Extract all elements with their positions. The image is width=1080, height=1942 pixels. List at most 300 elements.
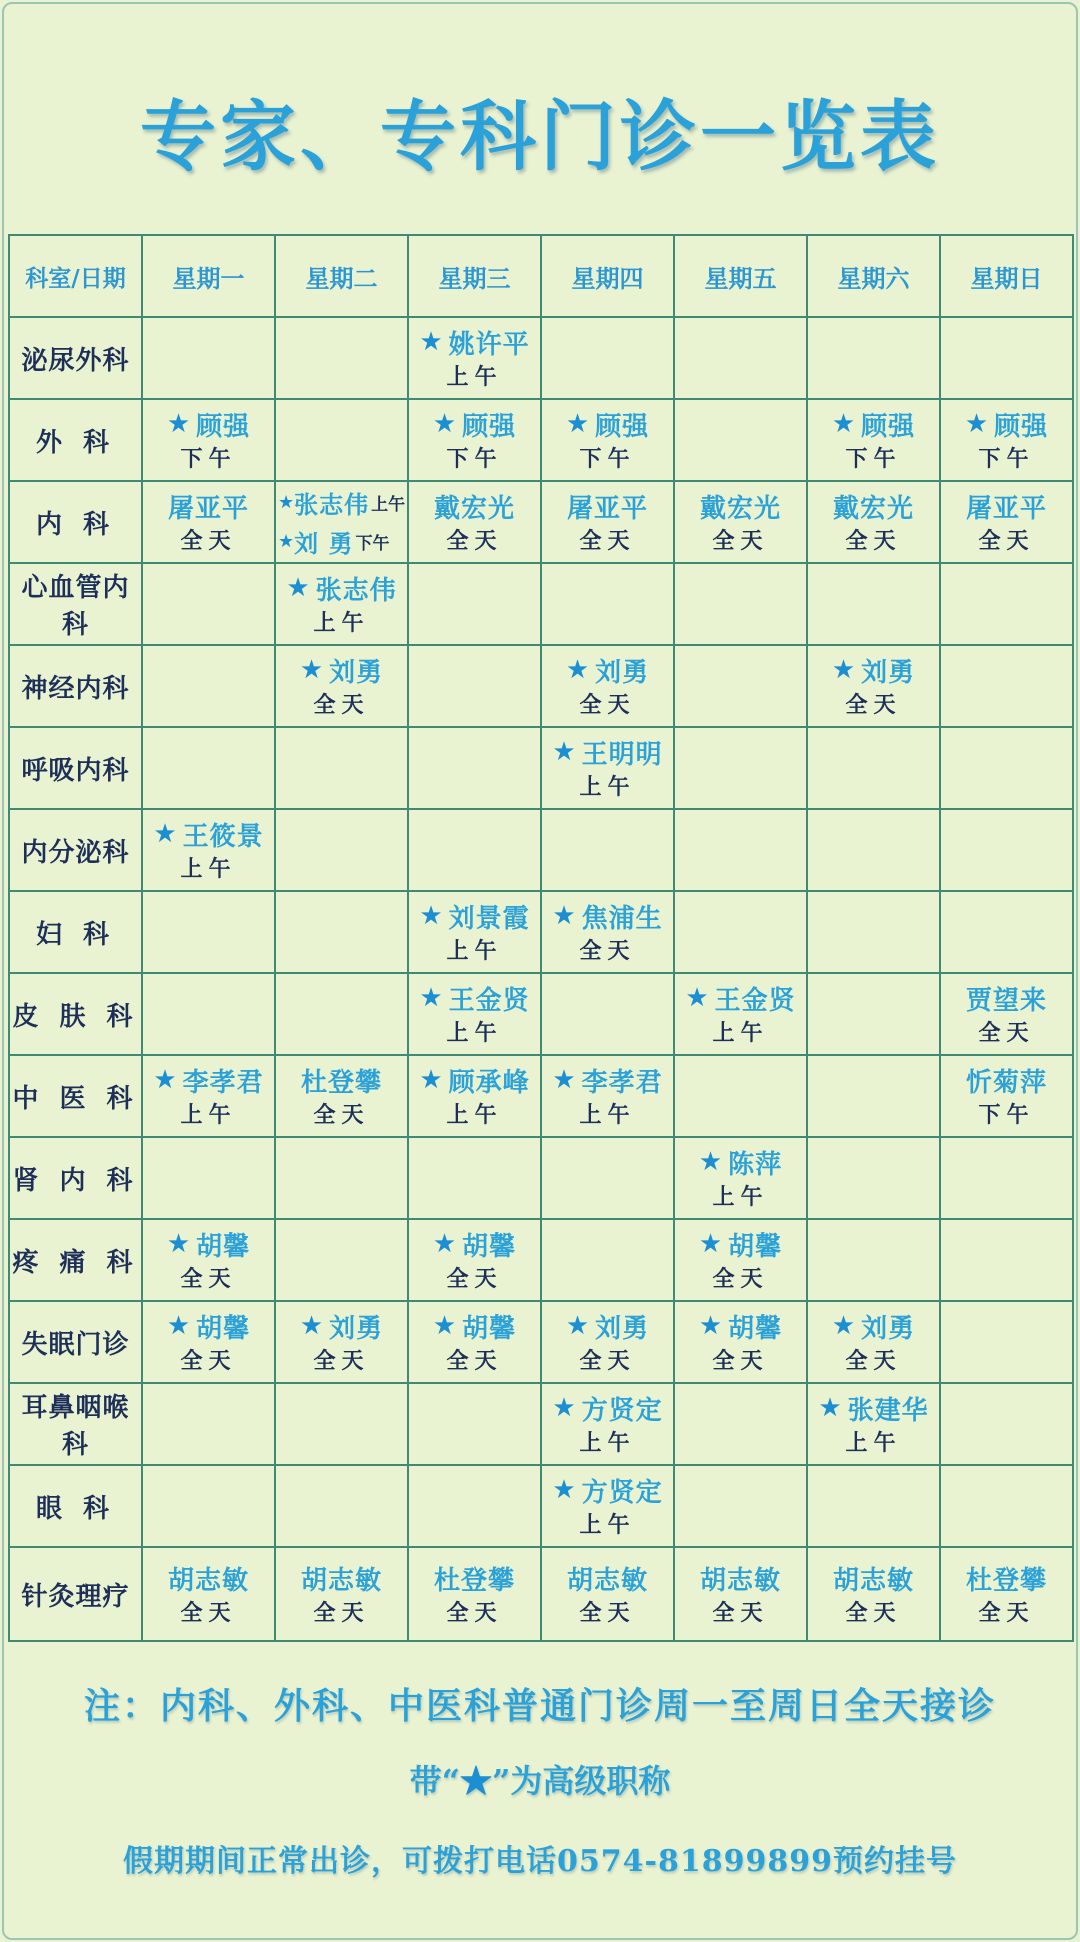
doctor-entry (278, 485, 405, 520)
star-icon: ★ (299, 1311, 324, 1341)
table-row (9, 1465, 1073, 1547)
doctor-name: 戴宏光 (433, 493, 515, 524)
doctor-name: 李孝君 (581, 1067, 663, 1098)
schedule-cell (142, 973, 275, 1055)
star-icon: ★ (831, 409, 856, 439)
schedule-cell (541, 1219, 674, 1301)
star-icon: ★ (299, 655, 324, 685)
schedule-cell (807, 1547, 940, 1641)
schedule-cell (541, 809, 674, 891)
session-time: 下午 (845, 446, 902, 472)
doctor-name: 胡志敏 (699, 1565, 781, 1596)
doctor-entry (143, 488, 274, 556)
doctor-entry (542, 1472, 673, 1540)
schedule-cell (408, 563, 541, 645)
schedule-cell (142, 399, 275, 481)
schedule-cell (807, 973, 940, 1055)
schedule-cell (408, 481, 541, 563)
schedule-cell (674, 891, 807, 973)
doctor-name: 胡志敏 (300, 1565, 382, 1596)
note-star-legend (0, 1756, 1080, 1802)
doctor-entry (808, 652, 939, 720)
schedule-cell (142, 1301, 275, 1383)
doctor-name: 贾望来 (965, 985, 1047, 1016)
table-row (9, 809, 1073, 891)
doctor-entry (542, 1062, 673, 1130)
schedule-cell (541, 1055, 674, 1137)
session-time: 全天 (579, 528, 636, 554)
star-icon: ★ (552, 1065, 576, 1095)
star-icon: ★ (419, 1065, 443, 1095)
star-icon: ★ (459, 1762, 492, 1800)
session-time: 全天 (446, 1266, 503, 1292)
schedule-cell (275, 317, 408, 399)
doctor-entry (409, 406, 540, 474)
doctor-name: 胡志敏 (167, 1565, 249, 1596)
table-row (9, 1055, 1073, 1137)
schedule-cell (940, 973, 1073, 1055)
schedule-cell (142, 1465, 275, 1547)
schedule-cell (142, 645, 275, 727)
doctor-name: 刘勇 (329, 1313, 384, 1344)
schedule-cell (275, 727, 408, 809)
schedule-cell (541, 481, 674, 563)
doctor-name: 杜登攀 (300, 1067, 382, 1098)
star-icon: ★ (432, 409, 457, 439)
doctor-name: 刘勇 (861, 657, 916, 688)
doctor-name: 屠亚平 (167, 493, 249, 524)
doctor-entry (675, 1308, 806, 1376)
department-label: 内 科 (9, 481, 142, 563)
table-row (9, 317, 1073, 399)
session-time: 上午 (579, 774, 636, 800)
session-time: 全天 (712, 1600, 769, 1626)
star-icon: ★ (432, 1229, 457, 1259)
doctor-entry (941, 406, 1072, 474)
schedule-cell (541, 727, 674, 809)
table-row (9, 1383, 1073, 1465)
schedule-cell (674, 481, 807, 563)
schedule-cell (142, 1137, 275, 1219)
doctor-entry (675, 980, 806, 1048)
session-time: 下午 (446, 446, 503, 472)
star-icon: ★ (419, 327, 443, 357)
doctor-entry (542, 1308, 673, 1376)
department-label: 中 医 科 (9, 1055, 142, 1137)
session-time: 全天 (313, 1102, 370, 1128)
star-icon: ★ (552, 1475, 576, 1505)
session-time: 上午 (579, 1512, 636, 1538)
table-row (9, 1301, 1073, 1383)
doctor-name: 姚许平 (448, 329, 530, 360)
session-time: 全天 (313, 692, 370, 718)
doctor-entry (409, 898, 540, 966)
doctor-name: 戴宏光 (832, 493, 914, 524)
doctor-name: 张志伟 (294, 490, 370, 519)
schedule-cell (541, 973, 674, 1055)
session-time: 上午 (180, 1102, 237, 1128)
doctor-name: 顾强 (595, 411, 650, 442)
doctor-name: 刘勇 (595, 657, 650, 688)
schedule-cell (940, 399, 1073, 481)
doctor-name: 李孝君 (182, 1067, 264, 1098)
schedule-cell (940, 891, 1073, 973)
schedule-cell (674, 1547, 807, 1641)
star-icon: ★ (153, 1065, 177, 1095)
schedule-cell (541, 317, 674, 399)
doctor-entry (675, 1144, 806, 1212)
schedule-cell (940, 1465, 1073, 1547)
day-header: 星期二 (275, 235, 408, 317)
doctor-entry (941, 1560, 1072, 1628)
doctor-entry (675, 1560, 806, 1628)
doctor-name: 胡志敏 (832, 1565, 914, 1596)
schedule-cell (674, 1137, 807, 1219)
department-label: 肾 内 科 (9, 1137, 142, 1219)
schedule-cell (674, 1055, 807, 1137)
schedule-cell (142, 1219, 275, 1301)
session-time: 全天 (313, 1348, 370, 1374)
session-time: 全天 (579, 938, 636, 964)
schedule-cell (142, 1547, 275, 1641)
star-icon: ★ (831, 655, 856, 685)
doctor-name: 屠亚平 (965, 493, 1047, 524)
schedule-cell (541, 1137, 674, 1219)
doctor-name: 顾强 (462, 411, 517, 442)
doctor-entry (276, 652, 407, 720)
doctor-entry (143, 406, 274, 474)
doctor-name: 胡馨 (728, 1313, 783, 1344)
schedule-cell (807, 399, 940, 481)
session-time: 全天 (446, 1600, 503, 1626)
doctor-name: 刘勇 (329, 657, 384, 688)
doctor-name: 胡馨 (728, 1231, 783, 1262)
doctor-name: 张志伟 (315, 575, 397, 606)
doctor-name: 屠亚平 (566, 493, 648, 524)
schedule-cell (408, 1301, 541, 1383)
doctor-entry (409, 1560, 540, 1628)
schedule-cell (940, 1055, 1073, 1137)
schedule-cell (674, 399, 807, 481)
star-icon: ★ (698, 1147, 723, 1177)
schedule-cell (807, 891, 940, 973)
doctor-entry (808, 488, 939, 556)
schedule-cell (541, 399, 674, 481)
doctor-entry (409, 488, 540, 556)
star-icon: ★ (698, 1311, 723, 1341)
multi-doctor-list (276, 485, 407, 559)
schedule-cell (541, 645, 674, 727)
schedule-cell (541, 563, 674, 645)
session-time: 下午 (978, 1102, 1035, 1128)
doctor-entry (808, 406, 939, 474)
schedule-cell (940, 1383, 1073, 1465)
schedule-cell (275, 891, 408, 973)
session-time: 上午 (446, 1020, 503, 1046)
doctor-entry (542, 652, 673, 720)
department-label: 神经内科 (9, 645, 142, 727)
doctor-entry (409, 1062, 540, 1130)
star-icon: ★ (552, 737, 576, 767)
doctor-entry (808, 1390, 939, 1458)
schedule-cell (408, 809, 541, 891)
schedule-cell (408, 973, 541, 1055)
session-time: 全天 (313, 1600, 370, 1626)
star-icon: ★ (698, 1229, 723, 1259)
doctor-entry (278, 524, 390, 559)
schedule-cell (541, 891, 674, 973)
star-icon: ★ (278, 491, 295, 513)
department-label: 泌尿外科 (9, 317, 142, 399)
session-time: 下午 (579, 446, 636, 472)
session-time: 下午 (355, 534, 390, 554)
doctor-entry (941, 1062, 1072, 1130)
star-icon: ★ (565, 1311, 590, 1341)
schedule-cell (940, 1301, 1073, 1383)
session-time: 全天 (712, 1348, 769, 1374)
note-star-suffix: ”为高级职称 (492, 1762, 671, 1800)
session-time: 全天 (579, 692, 636, 718)
session-time: 上午 (371, 495, 406, 515)
schedule-cell (674, 1465, 807, 1547)
page-title: 专家、专科门诊一览表 (140, 92, 940, 181)
star-icon: ★ (166, 409, 191, 439)
schedule-cell (408, 645, 541, 727)
star-icon: ★ (153, 819, 177, 849)
doctor-entry (143, 1226, 274, 1294)
star-icon: ★ (964, 409, 989, 439)
day-header: 星期一 (142, 235, 275, 317)
doctor-entry (276, 1560, 407, 1628)
star-icon: ★ (552, 1393, 576, 1423)
schedule-cell (541, 1465, 674, 1547)
table-row (9, 481, 1073, 563)
department-label: 眼 科 (9, 1465, 142, 1547)
session-time: 上午 (712, 1020, 769, 1046)
session-time: 全天 (978, 528, 1035, 554)
session-time: 上午 (180, 856, 237, 882)
doctor-entry (542, 1560, 673, 1628)
star-icon: ★ (831, 1311, 856, 1341)
department-label: 皮 肤 科 (9, 973, 142, 1055)
table-row (9, 891, 1073, 973)
session-time: 上午 (579, 1102, 636, 1128)
session-time: 全天 (180, 1266, 237, 1292)
schedule-table (8, 234, 1074, 1642)
department-label: 心血管内科 (9, 563, 142, 645)
doctor-entry (143, 816, 274, 884)
schedule-cell (275, 1219, 408, 1301)
doctor-entry (675, 488, 806, 556)
doctor-name: 王明明 (581, 739, 663, 770)
schedule-cell (275, 973, 408, 1055)
doctor-name: 杜登攀 (433, 1565, 515, 1596)
table-row (9, 645, 1073, 727)
doctor-name: 张建华 (847, 1395, 929, 1426)
schedule-cell (408, 1055, 541, 1137)
schedule-cell (142, 1055, 275, 1137)
note-holiday-phone: 假期期间正常出诊，可拨打电话0574-81899899预约挂号 (123, 1844, 957, 1879)
session-time: 上午 (845, 1430, 902, 1456)
header-row (9, 235, 1073, 317)
schedule-cell (408, 1383, 541, 1465)
star-icon: ★ (552, 901, 576, 931)
star-icon: ★ (685, 983, 709, 1013)
department-label: 失眠门诊 (9, 1301, 142, 1383)
schedule-cell (275, 1465, 408, 1547)
schedule-cell (142, 563, 275, 645)
doctor-name: 戴宏光 (699, 493, 781, 524)
session-time: 全天 (180, 1348, 237, 1374)
department-label: 内分泌科 (9, 809, 142, 891)
schedule-cell (275, 1055, 408, 1137)
doctor-entry (276, 570, 407, 638)
table-row (9, 973, 1073, 1055)
schedule-cell (142, 481, 275, 563)
session-time: 上午 (313, 610, 370, 636)
schedule-cell (807, 1219, 940, 1301)
department-label: 针灸理疗 (9, 1547, 142, 1641)
doctor-name: 顾强 (196, 411, 251, 442)
table-row (9, 1219, 1073, 1301)
doctor-entry (808, 1308, 939, 1376)
doctor-name: 胡馨 (462, 1231, 517, 1262)
schedule-cell (807, 645, 940, 727)
session-time: 全天 (180, 528, 237, 554)
session-time: 全天 (978, 1020, 1035, 1046)
doctor-entry (143, 1308, 274, 1376)
doctor-name: 刘景霞 (448, 903, 530, 934)
schedule-cell (142, 727, 275, 809)
star-icon: ★ (565, 655, 590, 685)
department-label: 疼 痛 科 (9, 1219, 142, 1301)
department-label: 妇 科 (9, 891, 142, 973)
table-row (9, 563, 1073, 645)
session-time: 全天 (446, 1348, 503, 1374)
note-general-clinic: 注：内科、外科、中医科普通门诊周一至周日全天接诊 (83, 1685, 996, 1727)
schedule-cell (275, 1301, 408, 1383)
day-header: 星期六 (807, 235, 940, 317)
star-icon: ★ (286, 573, 310, 603)
schedule-cell (674, 1301, 807, 1383)
schedule-cell (408, 1547, 541, 1641)
session-time: 上午 (446, 938, 503, 964)
doctor-name: 方贤定 (581, 1477, 663, 1508)
doctor-entry (409, 1308, 540, 1376)
schedule-cell (807, 563, 940, 645)
schedule-cell (940, 645, 1073, 727)
doctor-name: 王金贤 (448, 985, 530, 1016)
schedule-cell (940, 1219, 1073, 1301)
schedule-cell (940, 727, 1073, 809)
doctor-entry (542, 898, 673, 966)
session-time: 全天 (712, 1266, 769, 1292)
department-label: 耳鼻咽喉科 (9, 1383, 142, 1465)
star-icon: ★ (166, 1229, 191, 1259)
schedule-cell (275, 1383, 408, 1465)
doctor-entry (542, 488, 673, 556)
schedule-cell (541, 1547, 674, 1641)
note-star-prefix: 带“ (409, 1762, 460, 1800)
doctor-entry (542, 1390, 673, 1458)
doctor-name: 胡馨 (196, 1313, 251, 1344)
schedule-cell (541, 1301, 674, 1383)
doctor-name: 王筱景 (182, 821, 264, 852)
schedule-cell (275, 1547, 408, 1641)
schedule-cell (142, 891, 275, 973)
schedule-cell (541, 1383, 674, 1465)
schedule-cell (940, 1547, 1073, 1641)
day-header: 星期四 (541, 235, 674, 317)
day-header: 星期五 (674, 235, 807, 317)
star-icon: ★ (818, 1393, 842, 1423)
schedule-cell (142, 809, 275, 891)
doctor-entry (276, 1308, 407, 1376)
schedule-cell (940, 317, 1073, 399)
doctor-name: 陈萍 (728, 1149, 783, 1180)
schedule-cell (408, 891, 541, 973)
session-time: 全天 (845, 1600, 902, 1626)
doctor-entry (276, 1062, 407, 1130)
session-time: 全天 (845, 692, 902, 718)
schedule-cell (142, 1383, 275, 1465)
schedule-cell (940, 1137, 1073, 1219)
schedule-cell (275, 645, 408, 727)
schedule-cell (408, 399, 541, 481)
schedule-cell (807, 809, 940, 891)
doctor-entry (808, 1560, 939, 1628)
schedule-cell (674, 317, 807, 399)
doctor-entry (542, 406, 673, 474)
doctor-entry (675, 1226, 806, 1294)
schedule-cell (674, 973, 807, 1055)
schedule-cell (674, 809, 807, 891)
session-time: 下午 (180, 446, 237, 472)
star-icon: ★ (419, 983, 443, 1013)
doctor-name: 胡志敏 (566, 1565, 648, 1596)
schedule-cell (275, 481, 408, 563)
schedule-cell (674, 1219, 807, 1301)
doctor-entry (409, 324, 540, 392)
schedule-cell (807, 1383, 940, 1465)
schedule-cell (807, 317, 940, 399)
doctor-entry (409, 980, 540, 1048)
session-time: 全天 (579, 1600, 636, 1626)
star-icon: ★ (432, 1311, 457, 1341)
department-label: 外 科 (9, 399, 142, 481)
schedule-cell (408, 1137, 541, 1219)
day-header: 星期日 (940, 235, 1073, 317)
schedule-cell (940, 809, 1073, 891)
session-time: 全天 (446, 528, 503, 554)
session-time: 下午 (978, 446, 1035, 472)
doctor-name: 顾强 (861, 411, 916, 442)
doctor-name: 顾强 (994, 411, 1049, 442)
doctor-entry (542, 734, 673, 802)
schedule-cell (275, 563, 408, 645)
session-time: 全天 (712, 528, 769, 554)
table-row (9, 1137, 1073, 1219)
schedule-cell (807, 1301, 940, 1383)
schedule-cell (275, 809, 408, 891)
session-time: 全天 (579, 1348, 636, 1374)
schedule-cell (275, 399, 408, 481)
doctor-entry (143, 1062, 274, 1130)
doctor-name: 刘 勇 (294, 529, 354, 558)
star-icon: ★ (166, 1311, 191, 1341)
schedule-cell (674, 727, 807, 809)
schedule-body (9, 317, 1073, 1641)
